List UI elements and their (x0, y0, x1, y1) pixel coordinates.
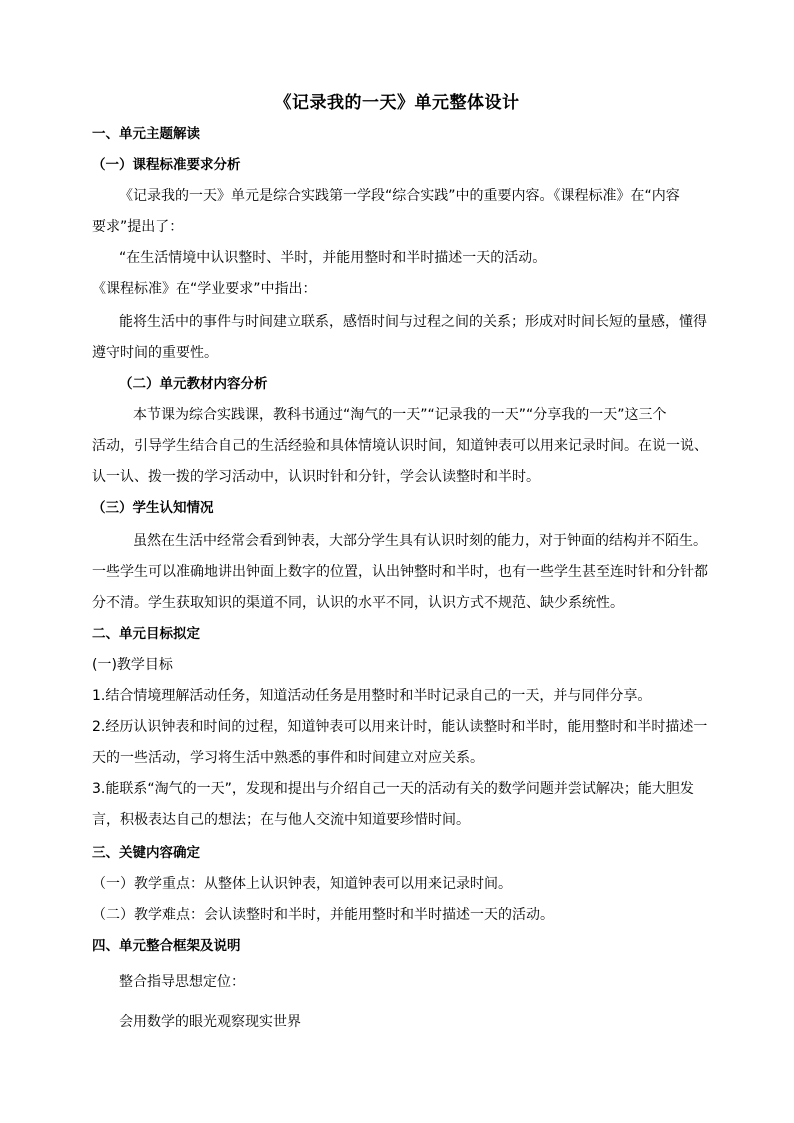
paragraph-line: 活动，引导学生结合自己的生活经验和具体情境认识时间，知道钟表可以用来记录时间。在说一说、 (92, 438, 708, 454)
goal-item-3-cont: 言，积极表达自己的想法；在与他人交流中知道要珍惜时间。 (92, 812, 470, 828)
goal-item-2-cont: 天的一些活动，学习将生活中熟悉的事件和时间建立对应关系。 (92, 750, 484, 766)
heading-integration-framework: 四、单元整合框架及说明 (92, 938, 241, 954)
paragraph-line: 虽然在生活中经常会看到钟表，大部分学生具有认识时刻的能力，对于钟面的结构并不陌生。 (133, 533, 707, 549)
heading-key-content: 三、关键内容确定 (92, 845, 200, 861)
subheading-textbook-analysis: （二）单元教材内容分析 (119, 376, 268, 392)
subheading-curriculum-standards: （一）课程标准要求分析 (92, 157, 241, 173)
paragraph-line: 会用数学的眼光观察现实世界 (119, 1014, 301, 1030)
heading-unit-theme: 一、单元主题解读 (92, 126, 200, 142)
teaching-key-point: （一）教学重点：从整体上认识钟表，知道钟表可以用来记录时间。 (92, 876, 512, 892)
subheading-teaching-goals: (一)教学目标 (92, 657, 173, 673)
heading-unit-goals: 二、单元目标拟定 (92, 626, 200, 642)
teaching-difficulty: （二）教学难点：会认读整时和半时，并能用整时和半时描述一天的活动。 (92, 907, 554, 923)
paragraph-line: 一些学生可以准确地讲出钟面上数字的位置，认出钟整时和半时，也有一些学生甚至连时针和分针都 (92, 564, 708, 580)
goal-item-1: 1.结合情境理解活动任务，知道活动任务是用整时和半时记录自己的一天，并与同伴分享。 (92, 688, 652, 704)
document-title: 《记录我的一天》单元整体设计 (274, 93, 520, 113)
paragraph-line: 分不清。学生获取知识的渠道不同，认识的水平不同，认识方式不规范、缺少系统性。 (92, 595, 624, 611)
paragraph-line: 能将生活中的事件与时间建立联系，感悟时间与过程之间的关系；形成对时间长短的量感，懂得 (119, 314, 707, 330)
paragraph-line: 《课程标准》在“学业要求”中指出： (92, 281, 317, 297)
paragraph-line: 整合指导思想定位： (119, 974, 245, 990)
paragraph-line: 认一认、拨一拨的学习活动中，认识时针和分针，学会认读整时和半时。 (92, 469, 540, 485)
goal-item-2: 2.经历认识钟表和时间的过程，知道钟表可以用来计时，能认读整时和半时，能用整时和半时描述一 (92, 719, 708, 735)
goal-item-3: 3.能联系“淘气的一天”，发现和提出与介绍自己一天的活动有关的数学问题并尝试解决；能大胆发 (92, 781, 694, 797)
subheading-student-cognition: （三）学生认知情况 (92, 500, 214, 516)
paragraph-line: 《记录我的一天》单元是综合实践第一学段“综合实践”中的重要内容。《课程标准》在“内容 (119, 188, 680, 204)
paragraph-line: “在生活情境中认识整时、半时，并能用整时和半时描述一天的活动。 (119, 250, 547, 266)
paragraph-line: 遵守时间的重要性。 (92, 345, 218, 361)
paragraph-line: 本节课为综合实践课，教科书通过“淘气的一天”“记录我的一天”“分享我的一天”这三个 (133, 407, 667, 423)
paragraph-line: 要求”提出了： (92, 219, 184, 235)
